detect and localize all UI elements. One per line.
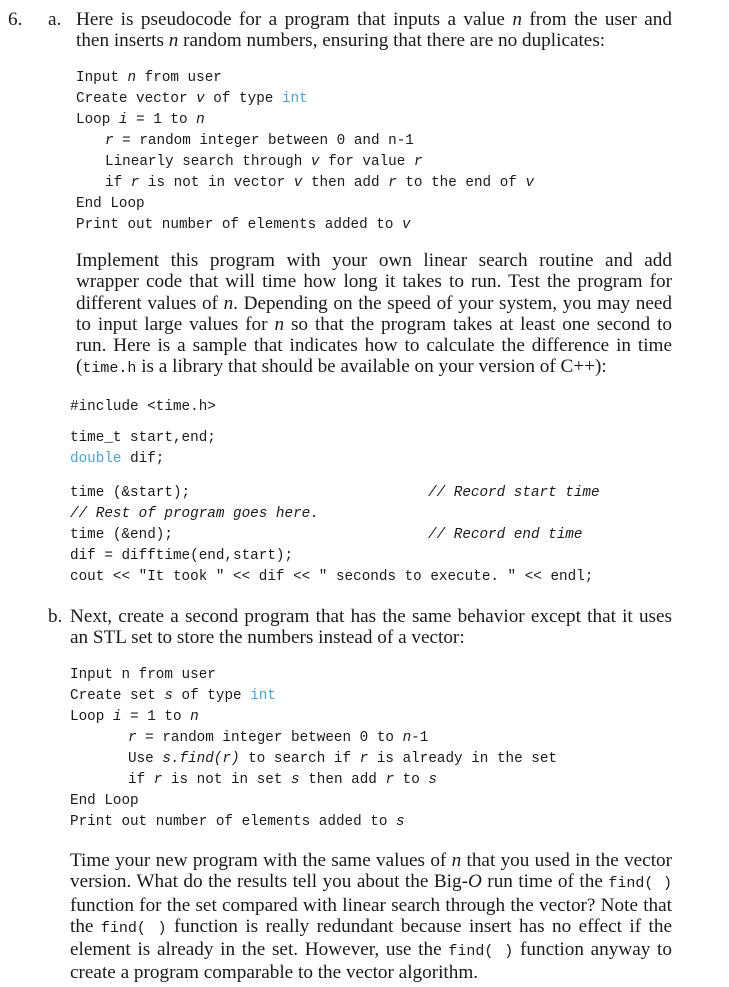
timing-code-block <box>70 397 670 597</box>
code-difftime: dif = difftime(end,start); <box>70 548 294 564</box>
part-b-label: b. <box>48 606 63 627</box>
pseudo-line: Input n from user <box>70 667 216 683</box>
code-decl: time_t start,end; <box>70 430 216 446</box>
pseudo-line: Input n from user <box>76 70 222 86</box>
question-number: 6. <box>8 9 23 30</box>
part-b-pseudocode <box>70 665 670 835</box>
pseudo-line: Linearly search through v for value r <box>105 154 423 170</box>
code-include: #include <time.h> <box>70 399 216 415</box>
pseudo-line: Create vector v of type int <box>76 91 308 107</box>
part-a-label: a. <box>48 9 62 30</box>
pseudo-line: r = random integer between 0 to n-1 <box>128 730 429 746</box>
code-double: double dif; <box>70 451 165 467</box>
code-time-end: time (&end); <box>70 527 173 543</box>
part-b-paragraph: Time your new program with the same values of n that you used in the vector version. What do the results tell you about the Big-O run time of the find( ) function for the set compared with linear search through the vector? Note that the find( ) function is really redundant because insert has no effect if the element is already in the set. However, use the find( ) function anyway to create a program comparable to the vector algorithm. <box>70 850 673 984</box>
code-time-start: time (&start); <box>70 485 191 501</box>
pseudo-line: Create set s of type int <box>70 688 276 704</box>
pseudo-line: End Loop <box>76 196 145 212</box>
part-b-intro: Next, create a second program that has the same behavior except that it uses an STL set to store the numbers instead of a vector: <box>70 606 672 649</box>
code-comment-end: // Record end time <box>428 527 583 543</box>
pseudo-line: Print out number of elements added to v <box>76 217 411 233</box>
pseudo-line: End Loop <box>70 793 139 809</box>
pseudo-line: Print out number of elements added to s <box>70 814 405 830</box>
part-a-pseudocode <box>76 68 676 238</box>
code-comment-rest: // Rest of program goes here. <box>70 506 319 522</box>
code-cout: cout << "It took " << dif << " seconds to execute. " << endl; <box>70 569 594 585</box>
pseudo-line: if r is not in vector v then add r to the end of v <box>105 175 535 191</box>
pseudo-line: Loop i = 1 to n <box>70 709 199 725</box>
pseudo-line: Loop i = 1 to n <box>76 112 205 128</box>
part-a-intro: Here is pseudocode for a program that inputs a value n from the user and then inserts n random numbers, ensuring that there are no duplicates: <box>76 9 672 52</box>
pseudo-line: r = random integer between 0 and n-1 <box>105 133 414 149</box>
code-comment-start: // Record start time <box>428 485 600 501</box>
pseudo-line: if r is not in set s then add r to s <box>128 772 437 788</box>
pseudo-line: Use s.find(r) to search if r is already in the set <box>128 751 558 767</box>
part-a-paragraph: Implement this program with your own linear search routine and add wrapper code that will time how long it takes to run. Test the program for different values of n. Depending on the speed of your system, you may need to input large values for n so that the program takes at least one second to run. Here is a sample that indicates how to calculate the difference in time (time.h is a library that should be available on your version of C++): <box>76 250 672 378</box>
